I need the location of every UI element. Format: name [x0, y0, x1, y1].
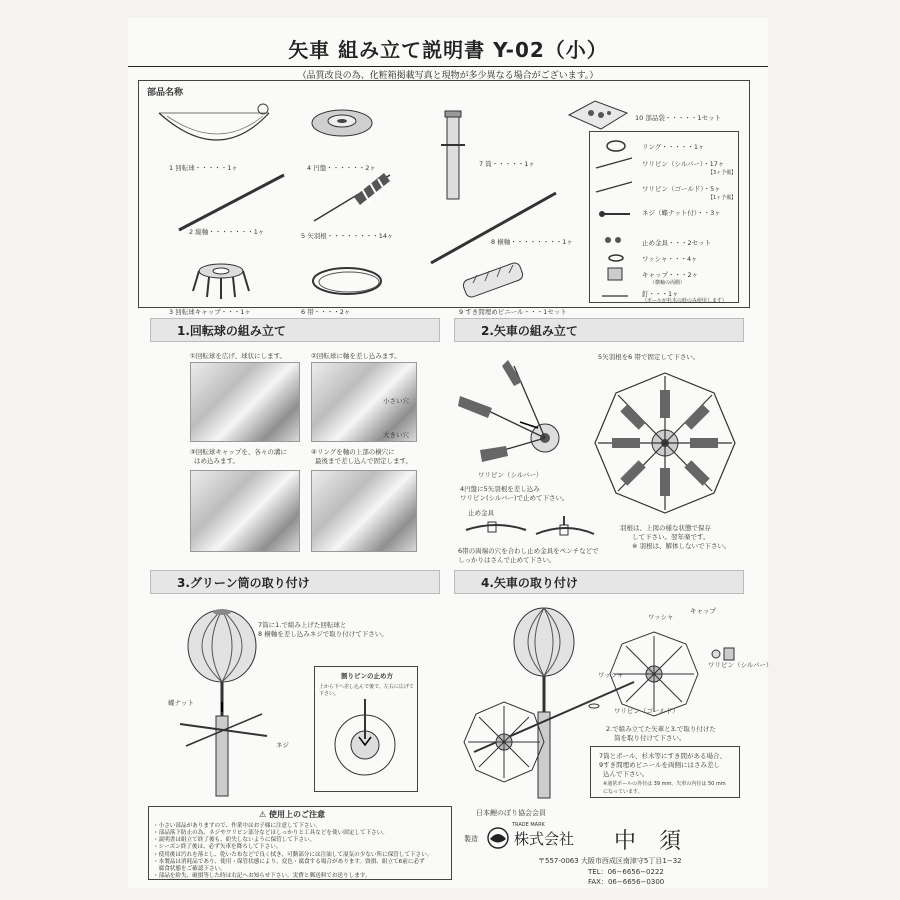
bag-nail-note: （ポールが杉木の時のみ使用します）: [642, 298, 727, 304]
section-3-heading: 3.グリーン筒の取り付け: [150, 570, 440, 594]
bag-items-drawings: [594, 136, 640, 306]
caution-line-5: ・使用後は汚れを落とし、乾いた布などで良く拭き、可動部分には注油して湿気の少ない所に保管して下さい。: [153, 852, 433, 858]
s2-text-c1: 羽根は、上図の様な状態で保存: [620, 524, 711, 532]
disc-part-image: [307, 103, 377, 143]
company-address: 〒557-0063 大阪市西成区南津守5丁目1−32: [538, 857, 682, 865]
s4-washer-top: ワッシャ: [648, 613, 674, 621]
vertical-shaft-part-image: [179, 175, 289, 235]
s1-step3a: ③回転球キャップを、各々の溝に: [190, 448, 287, 456]
trademark-label: TRADE MARK: [512, 822, 545, 828]
section-2-heading: 2.矢車の組み立て: [454, 318, 744, 342]
rotating-ball-part-image: [159, 107, 279, 157]
company-fax: FAX：06−6656−0300: [588, 878, 665, 886]
s3-text-2: 8 横軸を差し込みネジで取り付けて下さい。: [258, 630, 388, 638]
s2-top-note: 5矢羽根を6 帯で固定して下さい。: [598, 353, 700, 361]
part-7-label: 7 筒・・・・・1ヶ: [479, 160, 535, 168]
caution-line-6: ・本製品は消耗品であり、使用・保管状態により、変色・腐食する場合があります。毀損、組立て6前に必ず: [153, 859, 425, 865]
bag-contents-box: [589, 131, 739, 303]
s4-washer-mid: ワッシャ: [598, 671, 624, 679]
caution-line-8: ・部品を紛失、破損等した時は右記へお知らせ下さい。実費と郵送料でお送りします。: [153, 873, 371, 879]
bag-cap-note: （横軸の両側）: [650, 280, 686, 286]
s3-nut-label: 蝶ナット: [168, 699, 194, 707]
section-4-heading: 4.矢車の取り付け: [454, 570, 744, 594]
s2-text-a1: 4円盤に5矢羽根を差し込み: [460, 485, 540, 493]
caution-line-4: ・シーズン終了後は、必ず矢車を降ろして下さい。: [153, 844, 282, 850]
s1-step2: ②回転球に軸を差し込みます。: [311, 352, 401, 360]
s4-text-u3: 込んで下さい。: [603, 770, 649, 778]
bag-ring: リング・・・・・1ヶ: [642, 143, 705, 151]
s2-clasp-diagram: [466, 516, 596, 546]
s2-text-a2: ワリピン(シルバー)で止めて下さい。: [460, 494, 569, 502]
s4-pin-gold: ワリピン（ゴールド）: [614, 707, 679, 715]
s1-step1: ①回転球を広げ、球状にします。: [190, 352, 287, 360]
parts-heading: 部品名称: [147, 88, 184, 98]
instruction-sheet: [128, 18, 773, 888]
part-4-label: 4 円盤・・・・・・2ヶ: [307, 164, 376, 172]
s4-text-u1: 7筒とポール、杉木等にすき間がある場合、: [599, 752, 726, 760]
s2-pin-label: ワリピン（シルバー）: [478, 471, 543, 479]
caution-line-7: 腐食状態をご確認下さい。: [153, 866, 226, 872]
s3-pin-box: [314, 666, 418, 792]
bag-clasp: 止め金具・・・2セット: [642, 239, 712, 247]
s3-pin-title: 割りピンの止め方: [341, 672, 393, 680]
tube-part-image: [439, 105, 469, 205]
s3-pin-text-2: 下さい。: [319, 691, 340, 697]
section-1-heading: 1.回転球の組み立て: [150, 318, 440, 342]
quality-note: （品質改良の為、化粧箱掲載写真と現物が多少異なる場合がございます。）: [297, 71, 599, 81]
s1-step3b: はめ込みます。: [194, 457, 239, 465]
company-tel: TEL：06−6656−0222: [588, 868, 664, 876]
caution-line-2: ・部品落下防止の為、ネジやワリピン部分などはしっかりと工具などを使い固定して下さい。: [153, 830, 388, 836]
company-logo-icon: [486, 826, 510, 850]
bag-gold-spare: 【1ヶ予備】: [708, 195, 737, 201]
association-label: 日本鯉のぼり協会会員: [476, 809, 546, 817]
s2-text-c2: して下さい。翌年楽です。: [632, 533, 710, 541]
part-8-label: 8 横軸・・・・・・・・1ヶ: [491, 238, 573, 246]
part-10-label: 10 部品袋・・・・・1セット: [635, 114, 721, 122]
s4-left-pinwheel: [464, 702, 544, 782]
caution-line-3: ・説明書は組立て終了後も、紛失しないように保管して下さい。: [153, 837, 316, 843]
s2-band-label: 止め金具: [468, 509, 494, 517]
s3-pin-text-1: 上から下へ差し込んで後で、左右に広げて: [319, 684, 414, 690]
s1-large-hole: 大きい穴: [383, 431, 409, 439]
s2-text-c3: ※ 羽根は、解体しないで下さい。: [632, 542, 731, 550]
s4-text-u2: 9すき間埋めビニールを両側にはさみ差し: [599, 761, 721, 769]
bag-nail: 釘・・・1ヶ: [642, 290, 679, 298]
caution-heading-text: 使用上のご注意: [268, 810, 325, 819]
s4-text-t2: 筒を取り付けて下さい。: [614, 734, 686, 742]
s2-disc-feather-diagram: [450, 358, 580, 468]
part-3-label: 3 回転球キャップ・・・1ヶ: [169, 308, 251, 316]
s4-right-pinwheel: [610, 632, 698, 716]
part-2-label: 2 縦軸・・・・・・・1ヶ: [189, 228, 265, 236]
s4-text-t1: 2.で組み立てた矢車と3.で取り付けた: [606, 725, 716, 733]
part-9-label: 9 すき間埋めビニール・・・1セット: [459, 308, 567, 316]
s2-text-b2: しっかりはさんで止めて下さい。: [458, 556, 556, 564]
s4-cap: キャップ: [690, 607, 716, 615]
company-name: 株式会社: [514, 830, 575, 848]
s1-photo-4: [311, 470, 417, 552]
bag-washer: ワッシャ・・・4ヶ: [642, 255, 698, 263]
s1-step4b: 最後まで差し込んで固定します。: [315, 457, 412, 465]
title-rule: [128, 66, 768, 67]
s4-text-u5: になっています。: [603, 789, 643, 795]
band-part-image: [309, 261, 389, 301]
s2-pinwheel-diagram: [590, 368, 740, 518]
parts-box: [138, 80, 750, 316]
s4-text-u4: ※通常ポールの外径は 39 mm、矢車の内径は 50 mm: [603, 781, 726, 787]
arrow-feather-part-image: [314, 173, 394, 223]
s3-screw-label: ネジ: [276, 741, 289, 749]
document-title: 矢車 組み立て説明書 Y-02（小）: [288, 38, 608, 62]
caution-heading: [259, 809, 325, 820]
s1-small-hole: 小さい穴: [383, 397, 409, 405]
s1-photo-3: [190, 470, 300, 552]
maker-label: 製造: [464, 835, 478, 843]
s1-photo-1: [190, 362, 300, 442]
bag-silver-pin: ワリピン（シルバー）・17ヶ: [642, 160, 725, 168]
company-brand: 中 須: [614, 829, 689, 854]
part-6-label: 6 帯・・・・2ヶ: [301, 308, 351, 316]
warning-icon: ⚠: [259, 810, 267, 819]
parts-bag-image: [569, 101, 629, 131]
bag-cap: キャップ・・・2ヶ: [642, 271, 699, 279]
part-5-label: 5 矢羽根・・・・・・・・14ヶ: [301, 232, 394, 240]
s2-text-b1: 6帯の両端の穴を合わし止め金具をペンチなどで: [458, 547, 599, 555]
bag-gold-pin: ワリピン（ゴールド）・5ヶ: [642, 185, 721, 193]
s3-pin-drawing: [321, 699, 411, 789]
part-1-label: 1 回転球・・・・・1ヶ: [169, 164, 238, 172]
s1-step4a: ④リングを軸の上部の横穴に: [311, 448, 395, 456]
s4-pin-silver: ワリピン（シルバー）: [708, 661, 773, 669]
ball-cap-part-image: [187, 259, 257, 303]
s4-gap-box: [590, 746, 740, 798]
gap-filler-part-image: [459, 261, 529, 301]
horizontal-shaft-part-image: [431, 191, 561, 271]
bag-screw: ネジ（蝶ナット付）・・3ヶ: [642, 209, 721, 217]
bag-silver-spare: 【3ヶ予備】: [708, 170, 737, 176]
caution-box: [148, 806, 452, 880]
caution-line-1: ・小さい部品がありますので、作業中はお子様に注意して下さい。: [153, 823, 321, 829]
s3-text-1: 7筒に1.で組み上げた回転球と: [258, 621, 347, 629]
